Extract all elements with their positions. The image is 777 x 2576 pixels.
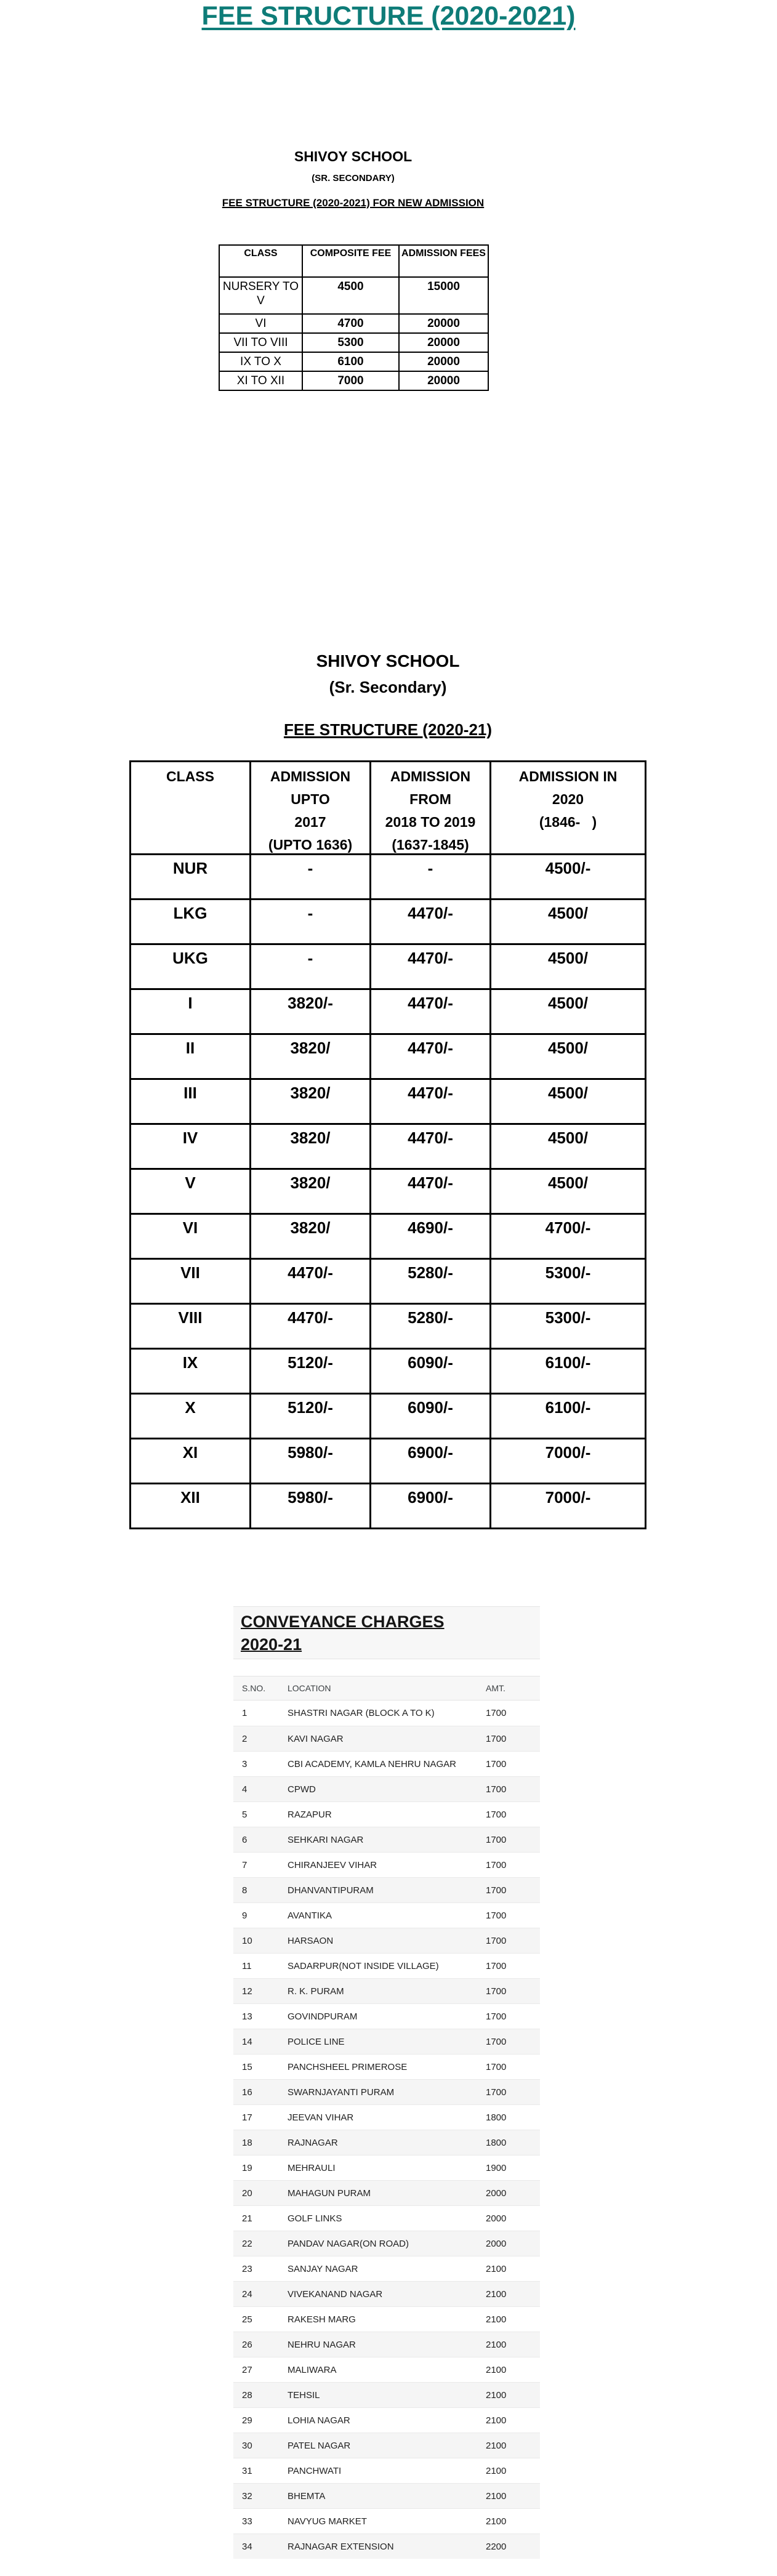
conveyance-location: PANDAV NAGAR(ON ROAD) [288, 2238, 409, 2249]
conveyance-sno: 34 [242, 2541, 252, 2552]
fee-table2-cell: 4470/- [249, 1305, 369, 1348]
conveyance-amount: 2100 [486, 2314, 507, 2325]
fee-table2-header-line: 2017 [294, 814, 326, 830]
conveyance-amount: 2100 [486, 2490, 507, 2502]
conveyance-row [233, 2256, 540, 2281]
conveyance-location: MAHAGUN PURAM [288, 2188, 371, 2199]
fee-table2-header-line: (1637-1845) [392, 837, 469, 853]
section2-school-subtitle: (Sr. Secondary) [329, 678, 447, 696]
conveyance-row [233, 2332, 540, 2357]
conveyance-row [233, 2003, 540, 2029]
conveyance-row [233, 1751, 540, 1776]
conveyance-sno: 10 [242, 1935, 252, 1946]
section2-school-name: SHIVOY SCHOOL [316, 651, 460, 670]
fee-table2-row [131, 1303, 645, 1348]
fee-structure-table-header-row [131, 762, 645, 853]
fee-table1-row [220, 352, 488, 371]
conveyance-amount: 1700 [486, 1935, 507, 1946]
conveyance-row [233, 2029, 540, 2054]
fee-table1-cell: 4500 [302, 278, 398, 313]
conveyance-sno: 4 [242, 1784, 248, 1795]
conveyance-row [233, 1953, 540, 1978]
conveyance-row [233, 1978, 540, 2003]
conveyance-amount: 1700 [486, 2061, 507, 2072]
conveyance-row [233, 2433, 540, 2458]
fee-table2-row [131, 1213, 645, 1258]
fee-table2-cell: - [369, 855, 489, 898]
conveyance-location: SEHKARI NAGAR [288, 1834, 364, 1845]
fee-table2-cell: VIII [178, 1308, 203, 1327]
fee-table2-cell: VII [180, 1263, 200, 1282]
conveyance-row [233, 1928, 540, 1953]
conveyance-row [233, 2458, 540, 2483]
conveyance-amount: 1800 [486, 2112, 507, 2123]
conveyance-location: HARSAON [288, 1935, 334, 1946]
conveyance-row [233, 2281, 540, 2306]
conveyance-sno: 24 [242, 2288, 252, 2300]
conveyance-row [233, 2407, 540, 2433]
fee-table2-row [131, 1033, 645, 1078]
conveyance-location: PATEL NAGAR [288, 2440, 351, 2451]
conveyance-amount: 2000 [486, 2238, 507, 2249]
fee-table2-cell: 5280/- [369, 1305, 489, 1348]
conveyance-amount: 2000 [486, 2213, 507, 2224]
fee-table2-cell: 3820/ [249, 1035, 369, 1078]
conveyance-sno: 25 [242, 2314, 252, 2325]
conveyance-location: SADARPUR(NOT INSIDE VILLAGE) [288, 1960, 439, 1971]
fee-table2-cell: 6090/- [369, 1350, 489, 1393]
fee-table2-cell: 7000/- [489, 1484, 645, 1527]
conveyance-sno: 28 [242, 2389, 252, 2401]
conveyance-row [233, 2508, 540, 2534]
fee-table2-header-line: (1846- ) [539, 814, 597, 830]
fee-table2-cell: II [185, 1039, 195, 1057]
conveyance-amount: 1900 [486, 2162, 507, 2173]
conveyance-amount: 1700 [486, 2036, 507, 2047]
fee-table2-row [131, 1123, 645, 1168]
fee-table2-header-cell [249, 762, 369, 853]
conveyance-location: CHIRANJEEV VIHAR [288, 1859, 377, 1870]
fee-table2-row [131, 1348, 645, 1393]
conveyance-header-location: LOCATION [288, 1683, 331, 1693]
fee-table2-cell: XII [180, 1488, 200, 1507]
conveyance-amount: 1700 [486, 2011, 507, 2022]
conveyance-location: RAJNAGAR EXTENSION [288, 2541, 394, 2552]
conveyance-row [233, 2155, 540, 2180]
fee-table2-header-cell [369, 762, 489, 853]
fee-table1-row [220, 371, 488, 390]
fee-table2-cell: 6100/- [489, 1350, 645, 1393]
fee-table2-row [131, 1168, 645, 1213]
fee-table2-cell: V [185, 1173, 196, 1192]
fee-table2-cell: 6100/- [489, 1395, 645, 1438]
conveyance-location: SHASTRI NAGAR (BLOCK A TO K) [288, 1708, 435, 1718]
conveyance-location: CPWD [288, 1784, 316, 1795]
fee-table2-cell: 5300/- [489, 1305, 645, 1348]
conveyance-sno: 32 [242, 2490, 252, 2502]
conveyance-location: VIVEKANAND NAGAR [288, 2288, 383, 2300]
fee-table2-cell: III [183, 1084, 197, 1102]
conveyance-sno: 18 [242, 2137, 252, 2148]
conveyance-sno: 11 [242, 1960, 252, 1971]
conveyance-amount: 1700 [486, 1986, 507, 1997]
fee-table2-cell: 3820/ [249, 1125, 369, 1168]
fee-table2-header-line: FROM [409, 791, 451, 807]
fee-table1-cell: VII TO VIII [233, 336, 288, 349]
conveyance-location: KAVI NAGAR [288, 1733, 344, 1744]
fee-table2-header-line: ADMISSION IN [518, 768, 618, 784]
fee-table2-cell: 3820/ [249, 1080, 369, 1123]
conveyance-location: POLICE LINE [288, 2036, 345, 2047]
conveyance-sno: 22 [242, 2238, 252, 2249]
fee-table2-header-cell [489, 762, 645, 853]
fee-table2-cell: I [188, 994, 193, 1012]
fee-table2-cell: NUR [172, 859, 208, 877]
conveyance-row [233, 1827, 540, 1852]
conveyance-amount: 1700 [486, 1960, 507, 1971]
conveyance-sno: 9 [242, 1910, 248, 1921]
conveyance-amount: 2200 [486, 2541, 507, 2552]
conveyance-amount: 1800 [486, 2137, 507, 2148]
new-admission-fee-table-header-row [220, 246, 488, 276]
fee-table1-header-cell: CLASS [244, 248, 278, 259]
conveyance-location: RAZAPUR [288, 1809, 332, 1820]
fee-table2-row [131, 1078, 645, 1123]
section1-school-subtitle: (SR. SECONDARY) [312, 173, 395, 183]
conveyance-location: RAKESH MARG [288, 2314, 356, 2325]
conveyance-location: AVANTIKA [288, 1910, 332, 1921]
conveyance-sno: 30 [242, 2440, 252, 2451]
fee-table2-header-line: ADMISSION [390, 768, 471, 784]
conveyance-header-row [233, 1676, 540, 1701]
fee-table2-cell: - [249, 855, 369, 898]
conveyance-location: NEHRU NAGAR [288, 2339, 356, 2350]
conveyance-location: NAVYUG MARKET [288, 2516, 367, 2527]
section1-heading: FEE STRUCTURE (2020-2021) FOR NEW ADMISSION [222, 197, 485, 209]
fee-table2-row [131, 1258, 645, 1303]
fee-table2-cell: 4500/ [489, 945, 645, 988]
fee-table1-cell: 20000 [398, 334, 488, 352]
conveyance-row [233, 2382, 540, 2407]
fee-table1-cell: VI [255, 317, 267, 330]
conveyance-location: PANCHWATI [288, 2465, 342, 2476]
conveyance-location: R. K. PURAM [288, 1986, 344, 1997]
conveyance-sno: 33 [242, 2516, 252, 2527]
fee-table2-cell: X [185, 1398, 196, 1417]
fee-table1-cell: 20000 [398, 353, 488, 371]
conveyance-row [233, 2130, 540, 2155]
fee-table1-cell: XI TO XII [236, 374, 285, 387]
conveyance-location: JEEVAN VIHAR [288, 2112, 354, 2123]
conveyance-heading: CONVEYANCE CHARGES 2020-21 [241, 1612, 445, 1654]
page-title: FEE STRUCTURE (2020-2021) [201, 1, 576, 31]
conveyance-sno: 5 [242, 1809, 248, 1820]
conveyance-amount: 1700 [486, 1733, 507, 1744]
fee-table2-cell: 4470/- [369, 1170, 489, 1213]
conveyance-location: TEHSIL [288, 2389, 320, 2401]
fee-table1-row [220, 313, 488, 332]
fee-table2-row [131, 853, 645, 898]
fee-table2-header-line: 2018 TO 2019 [385, 814, 476, 830]
conveyance-sno: 6 [242, 1834, 248, 1845]
fee-table2-cell: 3820/ [249, 1215, 369, 1258]
conveyance-gap [233, 1659, 540, 1676]
fee-table2-cell: 4500/ [489, 1035, 645, 1078]
conveyance-amount: 2100 [486, 2263, 507, 2274]
fee-table2-cell: 6090/- [369, 1395, 489, 1438]
fee-table2-cell: 4500/ [489, 1080, 645, 1123]
fee-table2-cell: XI [182, 1443, 198, 1462]
conveyance-sno: 2 [242, 1733, 248, 1744]
conveyance-row [233, 2180, 540, 2205]
conveyance-location: DHANVANTIPURAM [288, 1885, 374, 1896]
conveyance-amount: 1700 [486, 1885, 507, 1896]
fee-table1-row [220, 332, 488, 352]
fee-table2-cell: 4470/- [369, 1125, 489, 1168]
conveyance-location: MEHRAULI [288, 2162, 336, 2173]
conveyance-rows [233, 1701, 540, 2559]
fee-table2-cell: 4690/- [369, 1215, 489, 1258]
fee-table2-row [131, 988, 645, 1033]
fee-table1-cell: 6100 [302, 353, 398, 371]
fee-table1-cell: IX TO X [240, 355, 281, 368]
fee-table2-cell: UKG [172, 949, 208, 967]
conveyance-location: SWARNJAYANTI PURAM [288, 2087, 395, 2098]
fee-table2-cell: LKG [173, 904, 207, 922]
fee-table2-row [131, 1393, 645, 1438]
conveyance-charges-section [233, 1606, 540, 2559]
conveyance-amount: 2100 [486, 2516, 507, 2527]
conveyance-amount: 2100 [486, 2288, 507, 2300]
fee-table2-header-cell [131, 762, 249, 853]
fee-structure-table [129, 760, 646, 1529]
fee-table1-cell: 4700 [302, 315, 398, 332]
fee-table1-cell: 20000 [398, 315, 488, 332]
conveyance-row [233, 2231, 540, 2256]
conveyance-sno: 15 [242, 2061, 252, 2072]
fee-table2-cell: - [249, 945, 369, 988]
fee-table2-cell: 4500/- [489, 855, 645, 898]
fee-table2-header-line: (UPTO 1636) [268, 837, 353, 853]
conveyance-amount: 1700 [486, 1758, 507, 1769]
conveyance-row [233, 2205, 540, 2231]
fee-table1-cell: 5300 [302, 334, 398, 352]
fee-table2-cell: 6900/- [369, 1484, 489, 1527]
fee-table2-cell: 4700/- [489, 1215, 645, 1258]
conveyance-amount: 2100 [486, 2339, 507, 2350]
fee-table2-cell: 4470/- [369, 900, 489, 943]
fee-table2-row [131, 898, 645, 943]
fee-table1-header-cell: ADMISSION FEES [398, 246, 488, 276]
conveyance-row [233, 1902, 540, 1928]
fee-table2-cell: 7000/- [489, 1439, 645, 1483]
new-admission-fee-table [219, 244, 489, 391]
fee-table2-header-line: CLASS [166, 768, 214, 784]
fee-table2-cell: 4470/- [369, 1080, 489, 1123]
conveyance-location: GOVINDPURAM [288, 2011, 358, 2022]
conveyance-amount: 2100 [486, 2364, 507, 2375]
conveyance-row [233, 1877, 540, 1902]
conveyance-sno: 1 [242, 1708, 248, 1718]
fee-table2-cell: 4470/- [369, 990, 489, 1033]
conveyance-sno: 7 [242, 1859, 248, 1870]
fee-table2-row [131, 943, 645, 988]
conveyance-amount: 2100 [486, 2389, 507, 2401]
conveyance-sno: 8 [242, 1885, 248, 1896]
conveyance-amount: 1700 [486, 1910, 507, 1921]
fee-table2-cell: 4470/- [249, 1260, 369, 1303]
conveyance-sno: 21 [242, 2213, 252, 2224]
conveyance-row [233, 2079, 540, 2104]
conveyance-sno: 19 [242, 2162, 252, 2173]
conveyance-sno: 12 [242, 1986, 252, 1997]
conveyance-location: PANCHSHEEL PRIMEROSE [288, 2061, 408, 2072]
section2-heading: FEE STRUCTURE (2020-21) [283, 720, 493, 739]
conveyance-sno: 14 [242, 2036, 252, 2047]
conveyance-sno: 13 [242, 2011, 252, 2022]
conveyance-amount: 1700 [486, 1834, 507, 1845]
conveyance-sno: 20 [242, 2188, 252, 2199]
fee-table2-cell: 4500/ [489, 1125, 645, 1168]
conveyance-row [233, 2054, 540, 2079]
conveyance-header-amount: AMT. [486, 1683, 505, 1693]
conveyance-amount: 2100 [486, 2415, 507, 2426]
fee-table2-cell: 6900/- [369, 1439, 489, 1483]
fee-table1-cell: 7000 [302, 372, 398, 390]
conveyance-amount: 1700 [486, 2087, 507, 2098]
fee-table2-cell: 5300/- [489, 1260, 645, 1303]
conveyance-amount: 2100 [486, 2440, 507, 2451]
fee-table2-cell: 4470/- [369, 945, 489, 988]
conveyance-sno: 29 [242, 2415, 252, 2426]
fee-table2-cell: 5980/- [249, 1484, 369, 1527]
conveyance-location: LOHIA NAGAR [288, 2415, 350, 2426]
fee-table2-row [131, 1438, 645, 1483]
fee-table2-cell: 5120/- [249, 1350, 369, 1393]
conveyance-sno: 3 [242, 1758, 248, 1769]
conveyance-amount: 2100 [486, 2465, 507, 2476]
fee-table2-cell: 3820/ [249, 1170, 369, 1213]
conveyance-amount: 1700 [486, 1859, 507, 1870]
fee-table2-cell: VI [182, 1218, 198, 1237]
fee-table2-header-line: ADMISSION [270, 768, 351, 784]
fee-table2-header-line: UPTO [291, 791, 330, 807]
fee-table1-header-cell: COMPOSITE FEE [302, 246, 398, 276]
conveyance-location: SANJAY NAGAR [288, 2263, 358, 2274]
fee-table1-cell: 20000 [398, 372, 488, 390]
fee-table2-row [131, 1483, 645, 1527]
conveyance-sno: 17 [242, 2112, 252, 2123]
fee-table2-cell: 4500/ [489, 990, 645, 1033]
fee-table2-cell: 5980/- [249, 1439, 369, 1483]
conveyance-amount: 1700 [486, 1708, 507, 1718]
conveyance-amount: 1700 [486, 1784, 507, 1795]
conveyance-location: RAJNAGAR [288, 2137, 338, 2148]
conveyance-sno: 23 [242, 2263, 252, 2274]
conveyance-sno: 31 [242, 2465, 252, 2476]
conveyance-row [233, 1852, 540, 1877]
fee-table1-row [220, 276, 488, 313]
conveyance-row [233, 2534, 540, 2559]
conveyance-location: GOLF LINKS [288, 2213, 342, 2224]
fee-table2-cell: 5120/- [249, 1395, 369, 1438]
section1-school-name: SHIVOY SCHOOL [294, 148, 413, 164]
conveyance-location: BHEMTA [288, 2490, 326, 2502]
fee-table2-cell: IV [182, 1129, 198, 1147]
fee-table2-header-line: 2020 [552, 791, 584, 807]
conveyance-amount: 2000 [486, 2188, 507, 2199]
conveyance-row [233, 2104, 540, 2130]
conveyance-row [233, 1701, 540, 1726]
fee-table1-cell: 15000 [398, 278, 488, 313]
fee-table2-cell: 4500/ [489, 900, 645, 943]
conveyance-sno: 26 [242, 2339, 252, 2350]
conveyance-sno: 16 [242, 2087, 252, 2098]
conveyance-row [233, 1726, 540, 1751]
conveyance-row [233, 2483, 540, 2508]
fee-table2-cell: 5280/- [369, 1260, 489, 1303]
fee-table2-cell: 4470/- [369, 1035, 489, 1078]
conveyance-row [233, 1776, 540, 1801]
fee-table2-cell: - [249, 900, 369, 943]
fee-table2-cell: 4500/ [489, 1170, 645, 1213]
fee-table2-cell: IX [182, 1353, 198, 1372]
conveyance-location: MALIWARA [288, 2364, 337, 2375]
conveyance-row [233, 1801, 540, 1827]
conveyance-heading-band [233, 1606, 540, 1659]
conveyance-amount: 1700 [486, 1809, 507, 1820]
conveyance-sno: 27 [242, 2364, 252, 2375]
conveyance-row [233, 2306, 540, 2332]
conveyance-location: CBI ACADEMY, KAMLA NEHRU NAGAR [288, 1758, 456, 1769]
conveyance-header-sno: S.NO. [242, 1683, 266, 1693]
conveyance-row [233, 2357, 540, 2382]
fee-table1-cell: NURSERY TO V [222, 280, 299, 308]
fee-table2-cell: 3820/- [249, 990, 369, 1033]
